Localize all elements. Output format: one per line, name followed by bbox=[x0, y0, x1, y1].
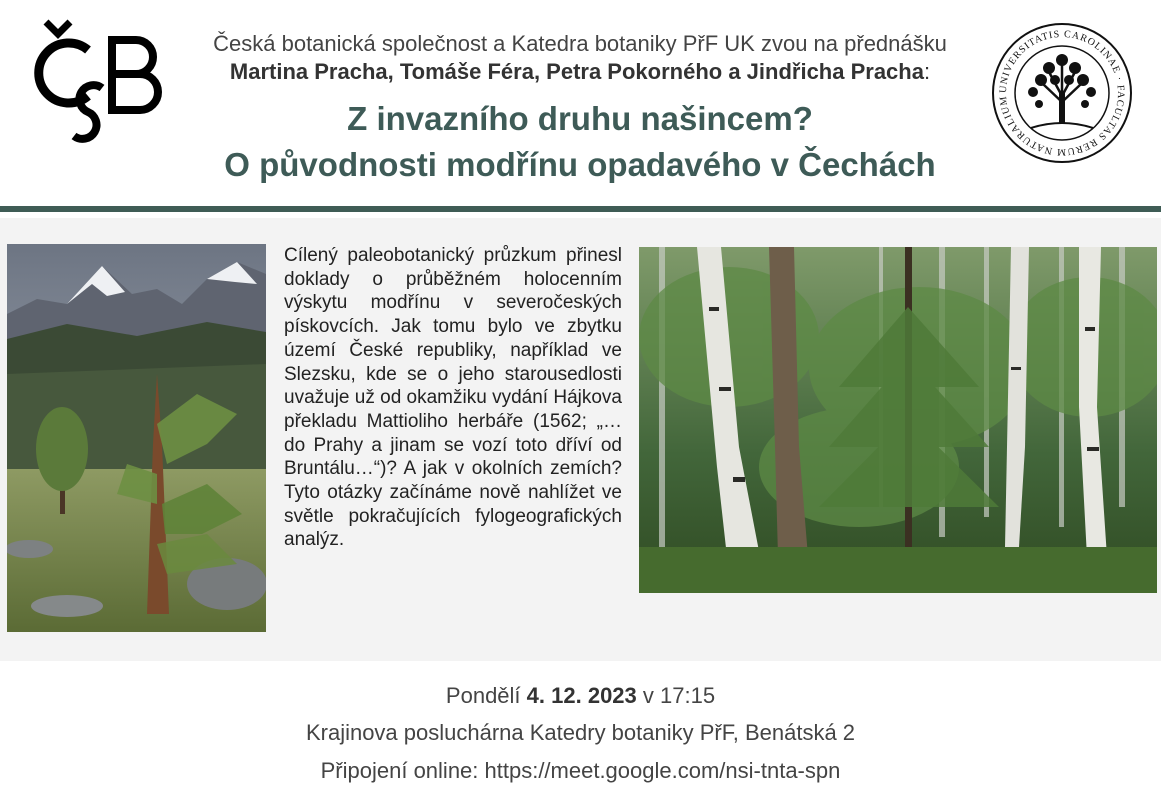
larch-mountain-photo bbox=[7, 244, 266, 632]
date-time-line bbox=[0, 683, 1161, 709]
csbs-logo bbox=[26, 18, 176, 148]
lecture-time: v 17:15 bbox=[642, 683, 716, 708]
speakers-names: Martina Pracha, Tomáše Féra, Petra Pokorného a Jindřicha Pracha bbox=[229, 59, 924, 84]
online-link[interactable]: Připojení online: https://meet.google.com/nsi-tnta-spn bbox=[320, 758, 841, 783]
larch-birch-forest-photo bbox=[639, 247, 1157, 593]
day-label: Pondělí bbox=[445, 683, 521, 708]
venue-line: Krajinova posluchárna Katedry botaniky PřF, Benátská 2 bbox=[305, 720, 856, 745]
lecture-title-line1: Z invazního druhu našincem? bbox=[347, 100, 813, 137]
invitation-line: Česká botanická společnost a Katedra botaniky PřF UK zvou na přednášku bbox=[213, 31, 947, 56]
lecture-title-line2: O původnosti modřínu opadavého v Čechách bbox=[224, 146, 936, 183]
speakers-line bbox=[180, 58, 980, 86]
university-seal-logo bbox=[991, 22, 1133, 164]
speakers-colon: : bbox=[923, 59, 931, 84]
lecture-date: 4. 12. 2023 bbox=[526, 683, 637, 708]
lecture-abstract: Cílený paleobotanický průzkum přinesl doklady o průběžném holocenním výskytu modřínu v severočeských pískovcích. Jak tomu bylo ve zbytku území České republiky, například ve Slezsku, kde se o jeho starousedlosti uvažuje už od okamžiku vydání Hájkova překladu Mattioliho herbáře (1562; „… do Prahy a jinam se vozí toto dříví od Bruntálu…“)? A jak v okolních zemích? Tyto otázky začínáme nově nahlížet ve světle pokračujících fylogeografických analýz. bbox=[284, 245, 622, 551]
seal-inscription: UNIVERSITATIS CAROLINAE · FACULTAS RERUM NATURALIUM bbox=[997, 28, 1127, 158]
header-divider bbox=[0, 206, 1161, 212]
